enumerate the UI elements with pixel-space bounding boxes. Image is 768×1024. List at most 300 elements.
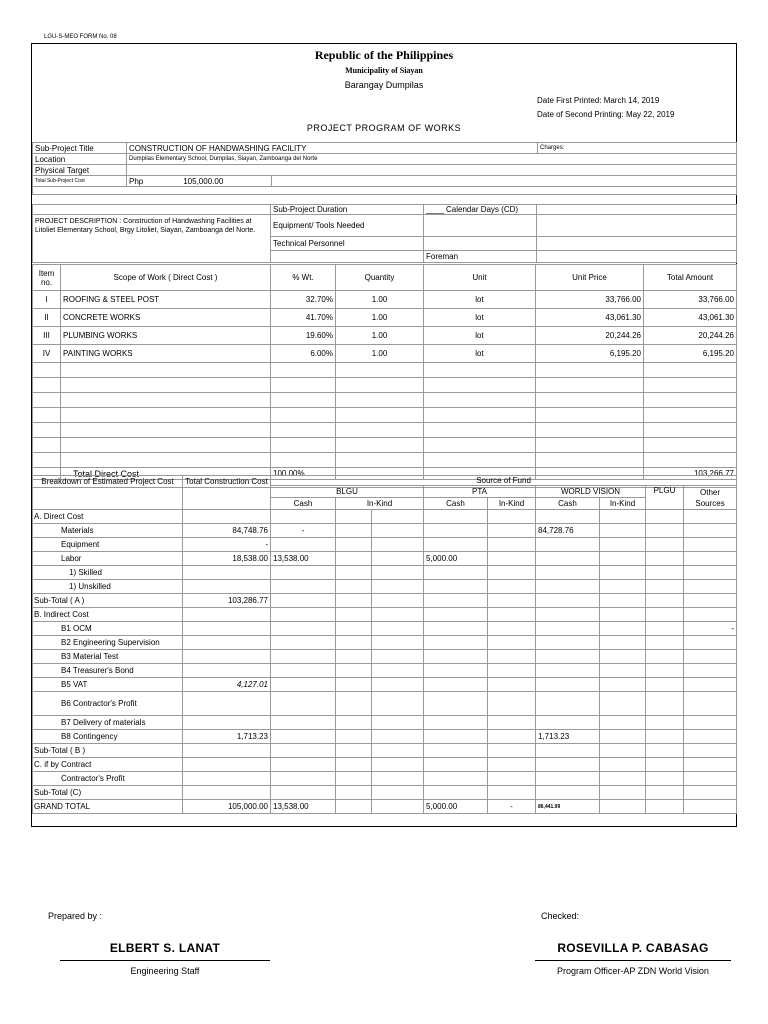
- empty-cell: [271, 251, 424, 263]
- breakdown-row: [33, 552, 737, 566]
- empty-cell: [536, 363, 644, 378]
- breakdown-label: Equipment: [33, 538, 183, 552]
- breakdown-blgu-cash: [271, 758, 336, 772]
- breakdown-pta-kind: [488, 552, 536, 566]
- empty-cell: [424, 363, 536, 378]
- scope-description: PAINTING WORKS: [61, 345, 271, 363]
- empty-cell: [336, 378, 424, 393]
- empty-cell: [600, 552, 646, 566]
- location-value: Dumpilas Elementary School, Dumpilas, Siayan, Zamboanga del Norte: [127, 154, 737, 165]
- breakdown-total: [183, 772, 271, 786]
- breakdown-blgu-cash: [271, 772, 336, 786]
- breakdown-label: B6 Contractor's Profit: [33, 692, 183, 716]
- empty-cell: [600, 594, 646, 608]
- empty-cell: [61, 423, 271, 438]
- breakdown-pta-kind: [488, 786, 536, 800]
- breakdown-pta-cash: [424, 538, 488, 552]
- breakdown-wv-cash: [536, 608, 600, 622]
- empty-cell: [336, 524, 372, 538]
- empty-cell: [600, 580, 646, 594]
- location-label: Location: [33, 154, 127, 165]
- breakdown-total: [183, 636, 271, 650]
- breakdown-other: [684, 744, 737, 758]
- empty-cell: [336, 622, 372, 636]
- scope-row: [33, 309, 737, 327]
- total-wt: 100.00%: [271, 468, 336, 480]
- breakdown-label: B5 VAT: [33, 678, 183, 692]
- empty-cell: [424, 423, 536, 438]
- empty-cell: [600, 622, 646, 636]
- empty-cell: [600, 678, 646, 692]
- subproject-label: Sub-Project Title: [33, 143, 127, 154]
- empty-cell: [600, 524, 646, 538]
- empty-cell: [336, 552, 372, 566]
- physical-target-value: [127, 165, 737, 176]
- header-blgu-cash: Cash: [271, 498, 336, 510]
- prepared-signature-line: [60, 960, 270, 961]
- header-item-no: Item no.: [33, 265, 61, 291]
- breakdown-label: C. if by Contract: [33, 758, 183, 772]
- empty-cell: [372, 786, 424, 800]
- breakdown-wv-cash: [536, 744, 600, 758]
- breakdown-pta-cash: [424, 636, 488, 650]
- empty-cell: [372, 716, 424, 730]
- empty-cell: [33, 453, 61, 468]
- breakdown-total: [183, 510, 271, 524]
- empty-cell: [372, 510, 424, 524]
- empty-cell: [61, 393, 271, 408]
- breakdown-total: 18,538.00: [183, 552, 271, 566]
- empty-cell: [271, 423, 336, 438]
- scope-description: CONCRETE WORKS: [61, 309, 271, 327]
- breakdown-label: B8 Contingency: [33, 730, 183, 744]
- empty-cell: [600, 800, 646, 814]
- breakdown-label: A. Direct Cost: [33, 510, 183, 524]
- empty-cell: [536, 438, 644, 453]
- breakdown-pta-kind: [488, 678, 536, 692]
- empty-cell: [646, 608, 684, 622]
- empty-cell: [600, 636, 646, 650]
- breakdown-row: [33, 636, 737, 650]
- breakdown-blgu-cash: [271, 716, 336, 730]
- scope-of-work-table: [32, 264, 737, 488]
- empty-cell: [271, 363, 336, 378]
- empty-cell: [600, 664, 646, 678]
- breakdown-other: [684, 772, 737, 786]
- header-pta-cash: Cash: [424, 498, 488, 510]
- breakdown-row: [33, 538, 737, 552]
- scope-total-amount: 43,061.30: [644, 309, 737, 327]
- breakdown-row: [33, 594, 737, 608]
- spacer-row: [33, 187, 737, 195]
- empty-cell: [272, 176, 737, 187]
- charges-label: Charges:: [538, 143, 737, 154]
- form-number: LGU-S-MEO FORM No. 08: [44, 34, 117, 40]
- scope-description: ROOFING & STEEL POST: [61, 291, 271, 309]
- empty-cell: [33, 423, 61, 438]
- program-title: PROJECT PROGRAM OF WORKS: [306, 123, 462, 133]
- breakdown-pta-kind: [488, 538, 536, 552]
- empty-cell: [271, 438, 336, 453]
- breakdown-pta-kind: [488, 758, 536, 772]
- breakdown-total: [183, 650, 271, 664]
- calendar-days: ____ Calendar Days (CD): [424, 205, 537, 215]
- breakdown-wv-cash: 84,728.76: [536, 524, 600, 538]
- breakdown-label: B4 Treasurer's Bond: [33, 664, 183, 678]
- breakdown-pta-cash: [424, 678, 488, 692]
- breakdown-row: [33, 692, 737, 716]
- equipment-label: Equipment/ Tools Needed: [271, 215, 424, 237]
- breakdown-blgu-cash: [271, 664, 336, 678]
- header-plgu: PLGU: [646, 486, 684, 510]
- breakdown-pta-kind: [488, 636, 536, 650]
- empty-cell: [336, 758, 372, 772]
- breakdown-row: [33, 730, 737, 744]
- prepared-by-title: Engineering Staff: [130, 966, 200, 976]
- breakdown-pta-kind: [488, 664, 536, 678]
- total-cost-label: Total Sub-Project Cost: [33, 176, 127, 187]
- breakdown-blgu-cash: [271, 636, 336, 650]
- empty-cell: [646, 594, 684, 608]
- scope-total-amount: 33,766.00: [644, 291, 737, 309]
- empty-cell: [646, 510, 684, 524]
- breakdown-label: Labor: [33, 552, 183, 566]
- breakdown-label: B7 Delivery of materials: [33, 716, 183, 730]
- breakdown-label: Sub-Total (C): [33, 786, 183, 800]
- cost-breakdown-table: [32, 475, 737, 814]
- scope-empty-row: [33, 378, 737, 393]
- breakdown-blgu-cash: [271, 786, 336, 800]
- empty-cell: [600, 650, 646, 664]
- empty-cell: [646, 636, 684, 650]
- breakdown-row: [33, 744, 737, 758]
- empty-cell: [646, 758, 684, 772]
- breakdown-wv-cash: [536, 510, 600, 524]
- empty-cell: [644, 393, 737, 408]
- breakdown-wv-cash: 1,713.23: [536, 730, 600, 744]
- breakdown-wv-cash: [536, 664, 600, 678]
- scope-empty-row: [33, 408, 737, 423]
- breakdown-blgu-cash: [271, 580, 336, 594]
- breakdown-blgu-cash: -: [271, 524, 336, 538]
- scope-unit: lot: [424, 327, 536, 345]
- breakdown-other: [684, 580, 737, 594]
- breakdown-wv-cash: [536, 716, 600, 730]
- empty-cell: [600, 566, 646, 580]
- empty-cell: [372, 772, 424, 786]
- breakdown-pta-cash: [424, 730, 488, 744]
- breakdown-wv-cash: [536, 772, 600, 786]
- breakdown-blgu-cash: [271, 566, 336, 580]
- empty-cell: [600, 772, 646, 786]
- header-unit-price: Unit Price: [536, 265, 644, 291]
- empty-cell: [336, 566, 372, 580]
- breakdown-total: 103,286.77: [183, 594, 271, 608]
- breakdown-wv-cash: [536, 566, 600, 580]
- empty-cell: [336, 393, 424, 408]
- header-other-sources: Other Sources: [684, 486, 737, 510]
- breakdown-pta-kind: [488, 566, 536, 580]
- foreman-label: Foreman: [424, 251, 537, 263]
- header-total-construction: Total Construction Cost: [183, 476, 271, 510]
- total-cost-value: [127, 176, 272, 187]
- empty-cell: [33, 393, 61, 408]
- breakdown-other: [684, 608, 737, 622]
- breakdown-pta-cash: [424, 758, 488, 772]
- empty-cell: [372, 758, 424, 772]
- header-blgu: BLGU: [271, 486, 424, 498]
- barangay-heading: Barangay Dumpilas: [344, 80, 424, 90]
- empty-cell: [61, 363, 271, 378]
- breakdown-blgu-cash: 13,538.00: [271, 552, 336, 566]
- scope-item-no: III: [33, 327, 61, 345]
- empty-cell: [372, 622, 424, 636]
- scope-empty-row: [33, 393, 737, 408]
- empty-cell: [600, 744, 646, 758]
- scope-empty-row: [33, 423, 737, 438]
- empty-cell: [646, 716, 684, 730]
- prepared-by-name: ELBERT S. LANAT: [109, 941, 221, 955]
- empty-cell: [644, 378, 737, 393]
- project-description-table: [32, 204, 737, 263]
- breakdown-pta-kind: [488, 716, 536, 730]
- empty-cell: [537, 215, 737, 237]
- breakdown-row: [33, 510, 737, 524]
- scope-unit-price: 43,061.30: [536, 309, 644, 327]
- breakdown-pta-kind: [488, 580, 536, 594]
- header-wt: % Wt.: [271, 265, 336, 291]
- breakdown-total: 84,748.76: [183, 524, 271, 538]
- scope-item-no: IV: [33, 345, 61, 363]
- breakdown-other: [684, 594, 737, 608]
- breakdown-blgu-cash: [271, 594, 336, 608]
- empty-cell: [61, 408, 271, 423]
- breakdown-wv-cash: [536, 594, 600, 608]
- breakdown-row: [33, 758, 737, 772]
- empty-cell: [646, 566, 684, 580]
- header-breakdown: Breakdown of Estimated Project Cost: [33, 476, 183, 510]
- empty-cell: [336, 510, 372, 524]
- empty-cell: [644, 408, 737, 423]
- municipality-heading: Municipality of Siayan: [345, 66, 423, 75]
- empty-cell: [336, 800, 372, 814]
- desc-blank: [33, 205, 271, 215]
- empty-cell: [336, 423, 424, 438]
- scope-quantity: 1.00: [336, 291, 424, 309]
- breakdown-blgu-cash: [271, 608, 336, 622]
- breakdown-blgu-cash: [271, 678, 336, 692]
- breakdown-label: GRAND TOTAL: [33, 800, 183, 814]
- empty-cell: [33, 408, 61, 423]
- scope-total-amount: 20,244.26: [644, 327, 737, 345]
- empty-cell: [33, 378, 61, 393]
- breakdown-row: [33, 772, 737, 786]
- subproject-value: CONSTRUCTION OF HANDWASHING FACILITY: [127, 143, 538, 154]
- breakdown-blgu-cash: [271, 622, 336, 636]
- breakdown-total: -: [183, 538, 271, 552]
- breakdown-row: [33, 664, 737, 678]
- empty-cell: [372, 800, 424, 814]
- breakdown-row: [33, 716, 737, 730]
- breakdown-total: 4,127.01: [183, 678, 271, 692]
- breakdown-other: [684, 552, 737, 566]
- empty-cell: [537, 205, 737, 215]
- breakdown-label: Materials: [33, 524, 183, 538]
- empty-cell: [646, 772, 684, 786]
- empty-cell: [424, 393, 536, 408]
- breakdown-total: 105,000.00: [183, 800, 271, 814]
- empty-cell: [644, 423, 737, 438]
- empty-cell: [424, 453, 536, 468]
- date-first-printed: Date First Printed: March 14, 2019: [537, 96, 660, 105]
- breakdown-wv-cash: 86,441.99: [536, 800, 600, 814]
- breakdown-wv-cash: [536, 552, 600, 566]
- breakdown-pta-kind: [488, 772, 536, 786]
- empty-cell: [424, 237, 537, 251]
- breakdown-total: [183, 580, 271, 594]
- breakdown-wv-cash: [536, 580, 600, 594]
- breakdown-pta-cash: [424, 524, 488, 538]
- breakdown-total: [183, 692, 271, 716]
- breakdown-label: B3 Material Test: [33, 650, 183, 664]
- empty-cell: [336, 438, 424, 453]
- breakdown-other: [684, 566, 737, 580]
- scope-unit: lot: [424, 309, 536, 327]
- technical-label: Technical Personnel: [271, 237, 424, 251]
- scope-quantity: 1.00: [336, 309, 424, 327]
- scope-unit-price: 20,244.26: [536, 327, 644, 345]
- empty-cell: [336, 538, 372, 552]
- breakdown-label: Sub-Total ( B ): [33, 744, 183, 758]
- breakdown-blgu-cash: 13,538.00: [271, 800, 336, 814]
- empty-cell: [644, 363, 737, 378]
- breakdown-pta-cash: [424, 786, 488, 800]
- header-total-amount: Total Amount: [644, 265, 737, 291]
- empty-cell: [646, 664, 684, 678]
- breakdown-pta-cash: [424, 664, 488, 678]
- empty-cell: [372, 730, 424, 744]
- breakdown-row: [33, 524, 737, 538]
- breakdown-wv-cash: [536, 636, 600, 650]
- empty-cell: [372, 594, 424, 608]
- breakdown-other: [684, 524, 737, 538]
- header-pta: PTA: [424, 486, 536, 498]
- scope-wt: 6.00%: [271, 345, 336, 363]
- breakdown-label: B. Indirect Cost: [33, 608, 183, 622]
- empty-cell: [336, 363, 424, 378]
- breakdown-pta-cash: [424, 650, 488, 664]
- breakdown-wv-cash: [536, 650, 600, 664]
- empty-cell: [336, 678, 372, 692]
- header-pta-inkind: In-Kind: [488, 498, 536, 510]
- empty-cell: [536, 453, 644, 468]
- empty-cell: [646, 580, 684, 594]
- scope-row: [33, 327, 737, 345]
- scope-wt: 41.70%: [271, 309, 336, 327]
- empty-cell: [372, 650, 424, 664]
- scope-quantity: 1.00: [336, 327, 424, 345]
- republic-heading: Republic of the Philippines: [314, 48, 454, 62]
- breakdown-blgu-cash: [271, 538, 336, 552]
- empty-cell: [424, 408, 536, 423]
- cost-amount: 105,000.00: [183, 176, 224, 186]
- scope-wt: 19.60%: [271, 327, 336, 345]
- checked-label: Checked:: [541, 911, 580, 921]
- breakdown-blgu-cash: [271, 510, 336, 524]
- breakdown-other: [684, 664, 737, 678]
- empty-cell: [336, 772, 372, 786]
- breakdown-total: [183, 786, 271, 800]
- breakdown-pta-cash: [424, 622, 488, 636]
- scope-item-no: II: [33, 309, 61, 327]
- breakdown-pta-cash: [424, 580, 488, 594]
- breakdown-other: [684, 678, 737, 692]
- breakdown-total: [183, 664, 271, 678]
- empty-cell: [336, 664, 372, 678]
- empty-cell: [372, 538, 424, 552]
- empty-cell: [336, 408, 424, 423]
- breakdown-row: [33, 622, 737, 636]
- empty-cell: [336, 608, 372, 622]
- empty-cell: [646, 730, 684, 744]
- breakdown-pta-kind: [488, 744, 536, 758]
- breakdown-pta-cash: [424, 716, 488, 730]
- empty-cell: [600, 716, 646, 730]
- breakdown-pta-kind: [488, 510, 536, 524]
- total-direct-cost-amount: 103,266.77: [644, 468, 737, 480]
- empty-cell: [372, 566, 424, 580]
- empty-cell: [600, 786, 646, 800]
- empty-cell: [536, 393, 644, 408]
- breakdown-label: 1) Unskilled: [33, 580, 183, 594]
- empty-cell: [372, 692, 424, 716]
- breakdown-pta-kind: [488, 730, 536, 744]
- empty-cell: [336, 744, 372, 758]
- scope-unit: lot: [424, 345, 536, 363]
- project-description: PROJECT DESCRIPTION : Construction of Handwashing Facilities at Litoliet Elementary School, Brgy Litoliet, Siayan, Zamboanga del Norte.: [33, 215, 271, 263]
- header-world-vision: WORLD VISION: [536, 486, 646, 498]
- empty-cell: [646, 538, 684, 552]
- empty-cell: [646, 552, 684, 566]
- checked-signature-line: [535, 960, 731, 961]
- breakdown-total: [183, 566, 271, 580]
- breakdown-label: Sub-Total ( A ): [33, 594, 183, 608]
- empty-cell: [644, 438, 737, 453]
- breakdown-pta-cash: [424, 594, 488, 608]
- breakdown-rows: [33, 510, 737, 814]
- total-direct-cost-label: Total Direct Cost: [61, 468, 271, 480]
- breakdown-other: [684, 510, 737, 524]
- physical-target-label: Physical Target: [33, 165, 127, 176]
- empty-cell: [646, 650, 684, 664]
- empty-cell: [646, 786, 684, 800]
- empty-cell: [61, 453, 271, 468]
- scope-quantity: 1.00: [336, 345, 424, 363]
- breakdown-row: [33, 608, 737, 622]
- empty-cell: [536, 423, 644, 438]
- empty-cell: [33, 363, 61, 378]
- breakdown-wv-cash: [536, 622, 600, 636]
- empty-cell: [271, 408, 336, 423]
- breakdown-total: 1,713.23: [183, 730, 271, 744]
- breakdown-pta-kind: [488, 692, 536, 716]
- breakdown-label: B1 OCM: [33, 622, 183, 636]
- breakdown-blgu-cash: [271, 730, 336, 744]
- breakdown-label: 1) Skilled: [33, 566, 183, 580]
- empty-cell: [336, 692, 372, 716]
- breakdown-other: [684, 800, 737, 814]
- breakdown-row: [33, 566, 737, 580]
